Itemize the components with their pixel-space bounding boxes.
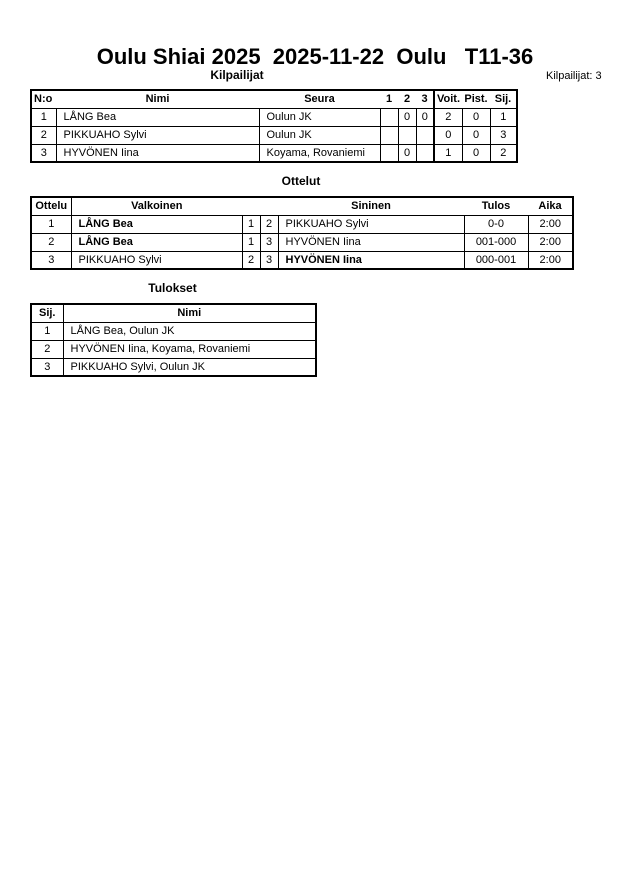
result-place: 2 [31,340,63,358]
competitor-name: HYVÖNEN Iina [56,144,259,162]
blue-competitor: PIKKUAHO Sylvi [278,215,464,233]
match-time: 2:00 [528,215,573,233]
competitor-number: 2 [31,126,56,144]
white-competitor: LÅNG Bea [71,215,242,233]
round1-cell [380,126,398,144]
round2-cell: 0 [398,144,416,162]
competitor-club: Oulun JK [259,126,380,144]
wins-cell: 2 [434,108,462,126]
competitor-club: Koyama, Rovaniemi [259,144,380,162]
col-header-blue-no [260,197,278,215]
wins-cell: 1 [434,144,462,162]
place-cell: 2 [490,144,517,162]
col-header-name: Nimi [63,304,316,322]
blue-competitor-number: 3 [260,233,278,251]
page-title: Oulu Shiai 2025 2025-11-22 Oulu T11-36 [96,44,534,69]
competitors-table [30,89,518,163]
white-competitor-number: 1 [242,215,260,233]
result-row [31,340,316,358]
wins-cell: 0 [434,126,462,144]
matches-header-row [31,197,573,215]
col-header-round3: 3 [416,90,434,108]
competitors-section-label: Kilpailijat [210,68,264,82]
competitor-number: 3 [31,144,56,162]
round2-cell [398,126,416,144]
white-competitor-number: 1 [242,233,260,251]
col-header-points: Pist. [462,90,490,108]
col-header-time: Aika [528,197,573,215]
col-header-place: Sij. [31,304,63,322]
col-header-round1: 1 [380,90,398,108]
round1-cell [380,108,398,126]
match-row [31,251,573,269]
col-header-match: Ottelu [31,197,71,215]
col-header-place: Sij. [490,90,517,108]
result-name: LÅNG Bea, Oulun JK [63,322,316,340]
white-competitor: LÅNG Bea [71,233,242,251]
round3-cell: 0 [416,108,434,126]
matches-section-title: Ottelut [281,174,321,188]
match-result: 001-000 [464,233,528,251]
col-header-club: Seura [259,90,380,108]
place-cell: 1 [490,108,517,126]
competitor-name: LÅNG Bea [56,108,259,126]
match-result: 0-0 [464,215,528,233]
match-number: 3 [31,251,71,269]
place-cell: 3 [490,126,517,144]
round2-cell: 0 [398,108,416,126]
competitors-header-row [31,90,517,108]
round1-cell [380,144,398,162]
competitor-number: 1 [31,108,56,126]
competitors-count: Kilpailijat: 3 [546,70,602,82]
col-header-name: Nimi [56,90,259,108]
col-header-white: Valkoinen [71,197,242,215]
match-row [31,215,573,233]
competitor-row [31,126,517,144]
match-number: 2 [31,233,71,251]
competitor-row [31,144,517,162]
result-row [31,358,316,376]
white-competitor-number: 2 [242,251,260,269]
match-number: 1 [31,215,71,233]
col-header-wins: Voit. [434,90,462,108]
result-place: 1 [31,322,63,340]
results-section-title: Tulokset [148,281,197,295]
match-time: 2:00 [528,233,573,251]
points-cell: 0 [462,144,490,162]
col-header-white-no [242,197,260,215]
competitor-club: Oulun JK [259,108,380,126]
matches-table [30,196,574,270]
col-header-result: Tulos [464,197,528,215]
round3-cell [416,126,434,144]
competitor-name: PIKKUAHO Sylvi [56,126,259,144]
competitor-row [31,108,517,126]
col-header-no: N:o [31,90,56,108]
points-cell: 0 [462,126,490,144]
result-row [31,322,316,340]
round3-cell [416,144,434,162]
blue-competitor: HYVÖNEN Iina [278,251,464,269]
match-result: 000-001 [464,251,528,269]
match-time: 2:00 [528,251,573,269]
points-cell: 0 [462,108,490,126]
result-name: PIKKUAHO Sylvi, Oulun JK [63,358,316,376]
result-place: 3 [31,358,63,376]
blue-competitor-number: 3 [260,251,278,269]
blue-competitor-number: 2 [260,215,278,233]
white-competitor: PIKKUAHO Sylvi [71,251,242,269]
results-table [30,303,317,377]
result-name: HYVÖNEN Iina, Koyama, Rovaniemi [63,340,316,358]
results-header-row [31,304,316,322]
match-row [31,233,573,251]
col-header-round2: 2 [398,90,416,108]
col-header-blue: Sininen [278,197,464,215]
blue-competitor: HYVÖNEN Iina [278,233,464,251]
